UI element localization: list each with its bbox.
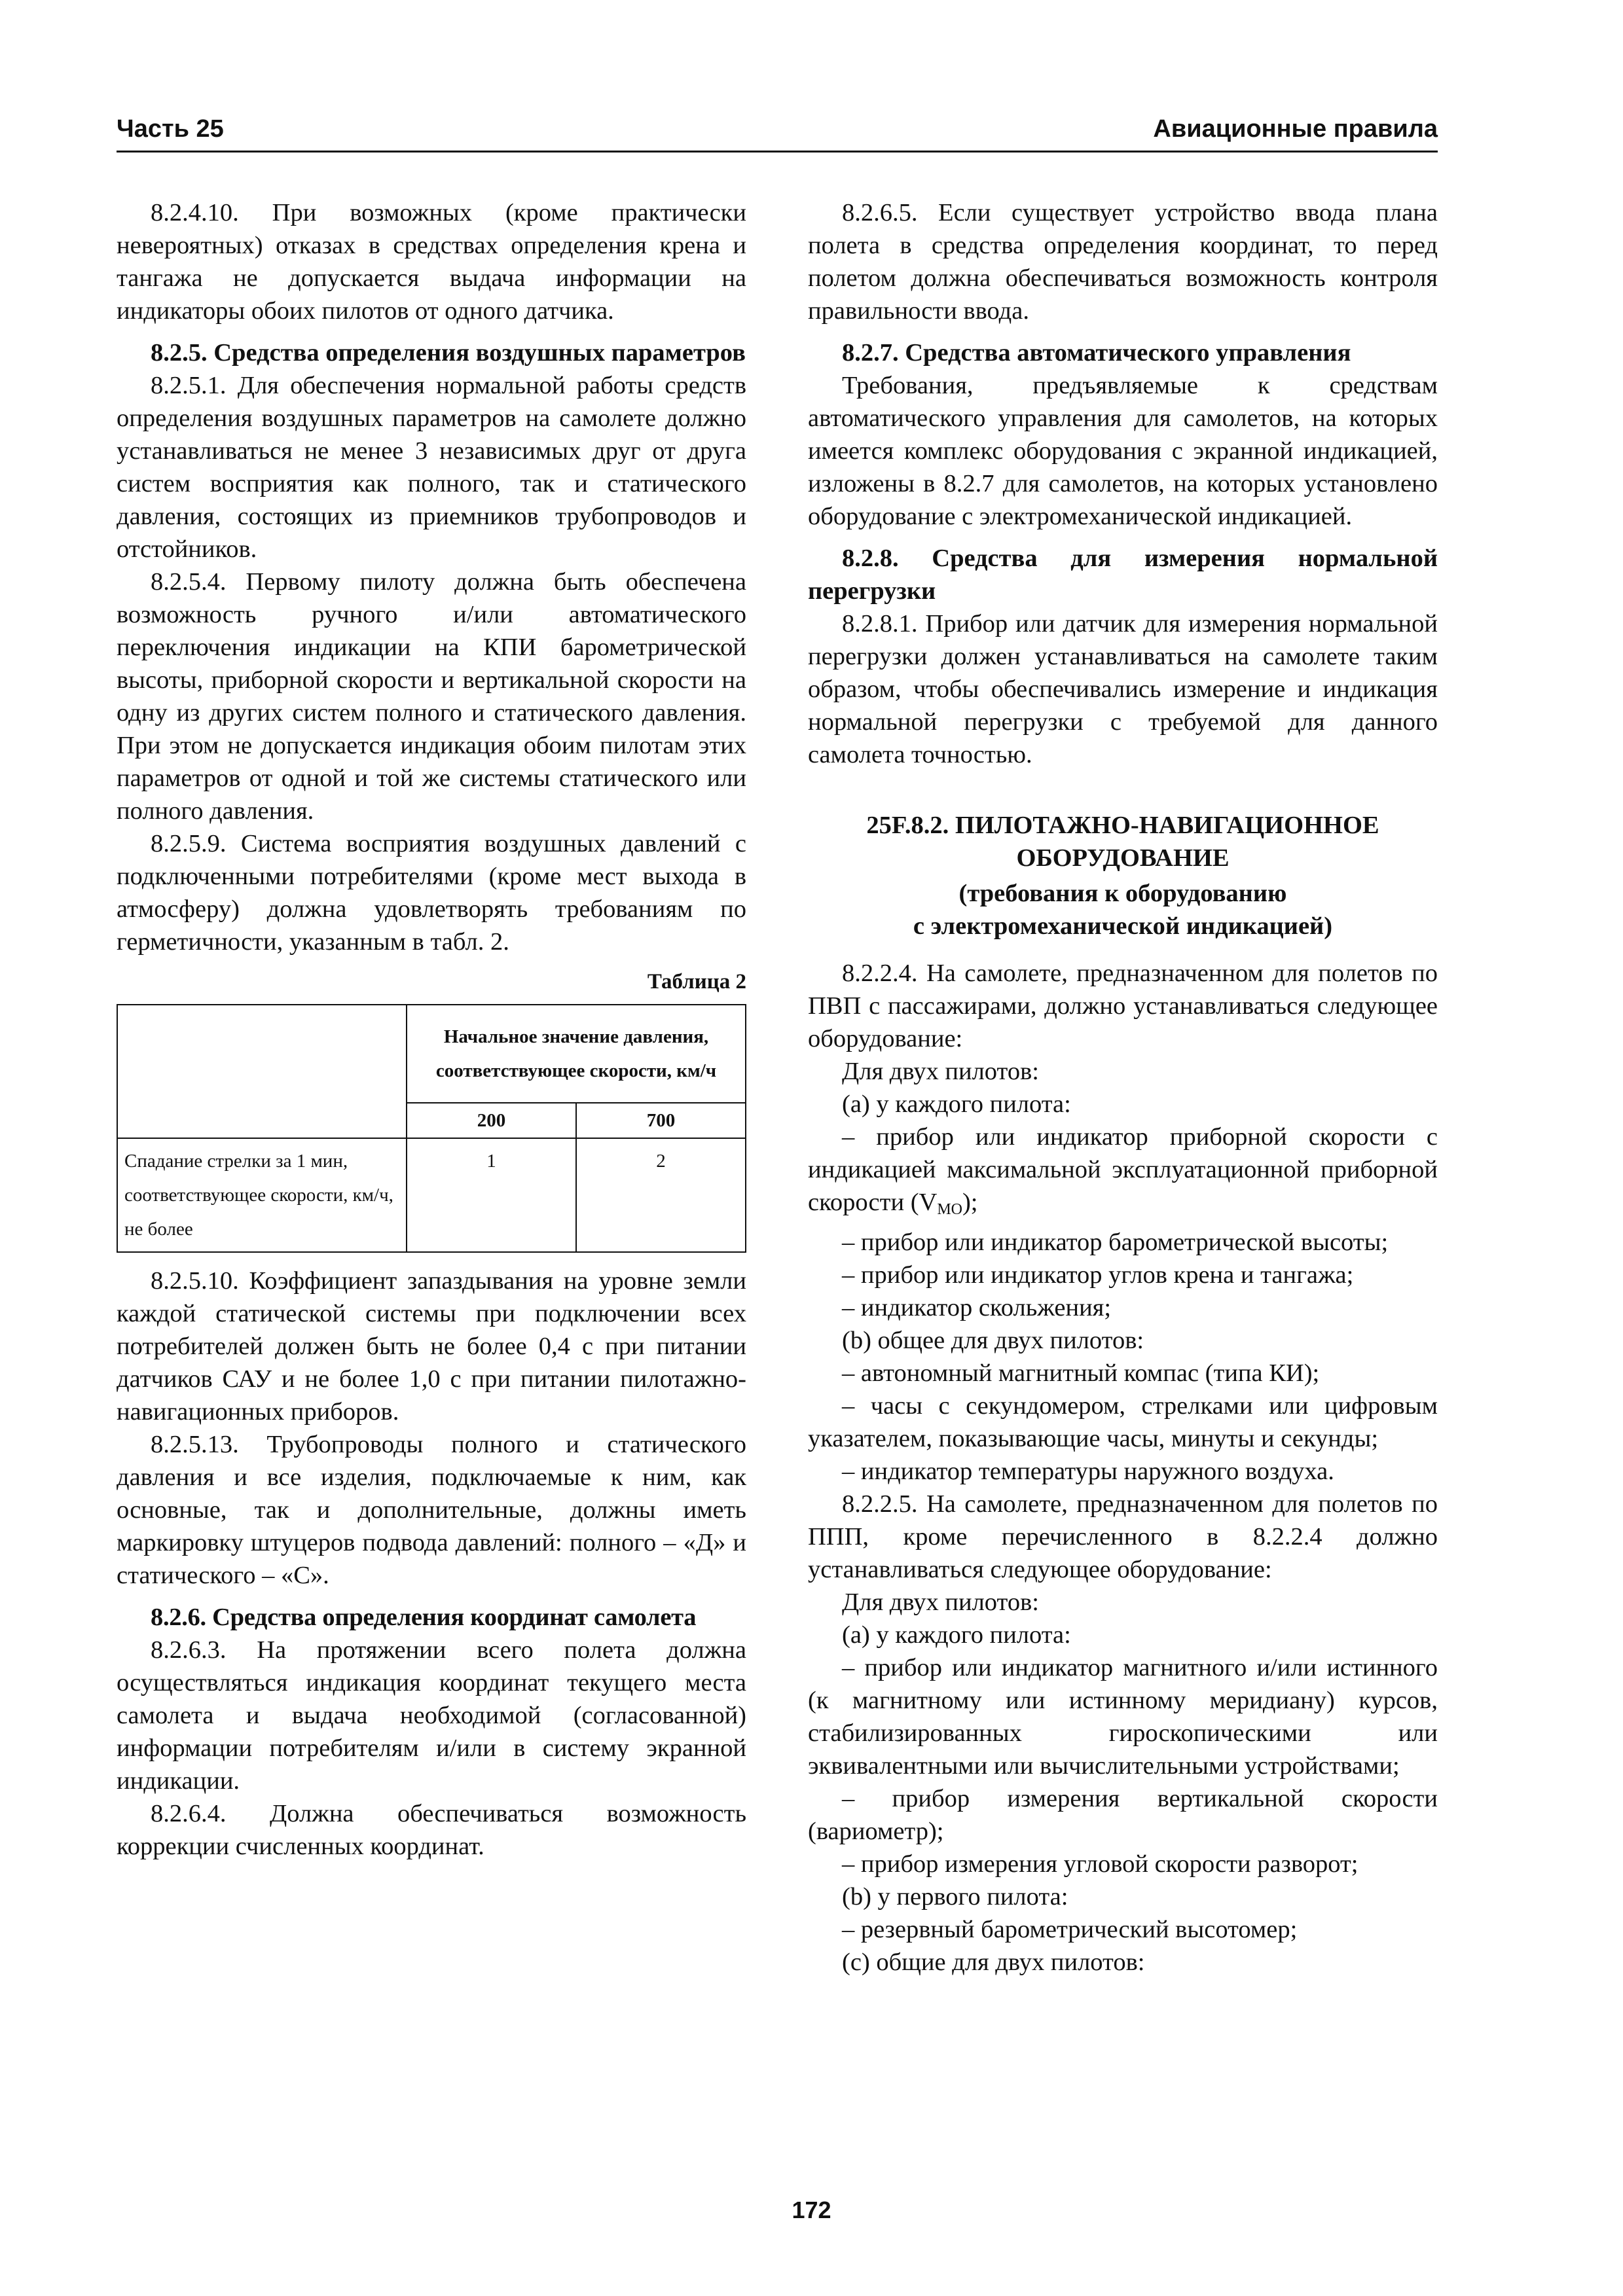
heading-8-2-8: 8.2.8. Средства для измерения нормальной перегрузки <box>808 545 1438 605</box>
speed-text-end: ); <box>962 1189 978 1216</box>
section-title-line2: ОБОРУДОВАНИЕ <box>1016 844 1230 872</box>
list-item-baro: – прибор или индикатор барометрической высоты; <box>842 1229 1389 1256</box>
list-two-pilots-b: Для двух пилотов: <box>842 1588 1039 1616</box>
section-subtitle-line1: (требования к оборудованию <box>958 880 1287 907</box>
header-title: Авиационные правила <box>1153 115 1438 143</box>
page-header <box>117 110 1438 152</box>
header-part: Часть 25 <box>117 115 224 143</box>
table-empty-corner <box>117 1005 407 1138</box>
paragraph-8-2-5-9: 8.2.5.9. Система восприятия воздушных давлений с подключенными потребителями (кроме мест выхода в атмосферу) должна удовлетворять требованиям по герметичности, указанным в табл. 2. <box>117 830 746 956</box>
table-col-200: 200 <box>407 1103 576 1138</box>
paragraph-8-2-6-3: 8.2.6.3. На протяжении всего полета должна осуществляться индикация координат текущего места самолета и выдача необходимой (согласованной) информации потребителям и/или в систему экранной индикации. <box>117 1636 746 1795</box>
list-item-slip: – индикатор скольжения; <box>842 1294 1112 1321</box>
heading-8-2-5: 8.2.5. Средства определения воздушных параметров <box>151 339 746 367</box>
list-each-pilot-b: (а) у каждого пилота: <box>842 1621 1071 1649</box>
list-item-altimeter: – резервный барометрический высотомер; <box>842 1916 1298 1943</box>
heading-8-2-7: 8.2.7. Средства автоматического управления <box>842 339 1351 367</box>
left-column <box>117 196 746 1863</box>
list-two-pilots-a: Для двух пилотов: <box>842 1058 1039 1085</box>
paragraph-8-2-5-4: 8.2.5.4. Первому пилоту должна быть обеспечена возможность ручного и/или автоматического переключения индикации на КПИ барометрической высоты, приборной скорости и вертикальной скорости на одну из других систем полного и статического давления. При этом не допускается индикация обоим пилотам этих параметров от одной и той же системы статического или полного давления. <box>117 568 746 825</box>
paragraph-8-2-2-5: 8.2.2.5. На самолете, предназначенном для полетов по ППП, кроме перечисленного в 8.2.2.4 должно устанавливаться следующее оборудование: <box>808 1490 1438 1583</box>
paragraph-8-2-7: Требования, предъявляемые к средствам автоматического управления для самолетов, на которых имеется комплекс оборудования с экранной индикацией, изложены в 8.2.7 для самолетов, на которых установлено оборудование с электромеханической индикацией. <box>808 372 1438 530</box>
table-row-label: Спадание стрелки за 1 мин, соответствующее скорости, км/ч, не более <box>117 1138 407 1252</box>
table-value-200: 1 <box>407 1138 576 1252</box>
list-item-vario: – прибор измерения вертикальной скорости (вариометр); <box>808 1785 1438 1845</box>
table-header: Начальное значение давления, соответствующее скорости, км/ч <box>407 1005 746 1103</box>
table-col-700: 700 <box>576 1103 746 1138</box>
list-item-temp: – индикатор температуры наружного воздуха. <box>842 1458 1334 1485</box>
speed-text: – прибор или индикатор приборной скорости с индикацией максимальной эксплуатационной приборной скорости (V <box>808 1123 1438 1216</box>
list-item-turn: – прибор измерения угловой скорости разворот; <box>842 1850 1359 1878</box>
page-number: 172 <box>792 2197 831 2223</box>
section-title-line1: 25F.8.2. ПИЛОТАЖНО-НАВИГАЦИОННОЕ <box>866 812 1379 839</box>
paragraph-8-2-6-4: 8.2.6.4. Должна обеспечиваться возможность коррекции счисленных координат. <box>117 1800 746 1860</box>
list-common-b: (b) общее для двух пилотов: <box>842 1327 1144 1354</box>
pressure-table <box>117 1004 746 1253</box>
table-caption: Таблица 2 <box>647 970 746 994</box>
list-item-clock: – часы с секундомером, стрелками или цифровым указателем, показывающие часы, минуты и секунды; <box>808 1392 1438 1452</box>
list-each-pilot-a: (а) у каждого пилота: <box>842 1090 1071 1118</box>
list-item-compass: – автономный магнитный компас (типа КИ); <box>842 1359 1320 1387</box>
list-item-heading: – прибор или индикатор магнитного и/или истинного (к магнитному или истинному меридиану) курсов, стабилизированных гироскопическими или эквивалентными или вычислительными устройствами; <box>808 1654 1438 1780</box>
list-item-speed <box>808 1121 1438 1226</box>
speed-subscript: MO <box>937 1201 962 1218</box>
paragraph-8-2-5-13: 8.2.5.13. Трубопроводы полного и статического давления и все изделия, подключаемые к ним, как основные, так и дополнительные, должны иметь маркировку штуцеров подвода давлений: полного – «Д» и статического – «С». <box>117 1431 746 1589</box>
paragraph-8-2-6-5: 8.2.6.5. Если существует устройство ввода плана полета в средства определения координат, то перед полетом должна обеспечиваться возможность контроля правильности ввода. <box>808 199 1438 325</box>
right-column <box>808 196 1438 1979</box>
paragraph-8-2-5-10: 8.2.5.10. Коэффициент запаздывания на уровне земли каждой статической системы при подключении всех потребителей должен быть не более 0,4 с при питании датчиков САУ и не более 1,0 с при питании пилотажно-навигационных приборов. <box>117 1267 746 1426</box>
paragraph-8-2-5-1: 8.2.5.1. Для обеспечения нормальной работы средств определения воздушных параметров на самолете должно устанавливаться не менее 3 независимых друг от друга систем восприятия как полного, так и статического давления, состоящих из приемников трубопроводов и отстойников. <box>117 372 746 563</box>
table-value-700: 2 <box>576 1138 746 1252</box>
section-subtitle-line2: с электромеханической индикацией) <box>913 912 1333 940</box>
list-first-pilot: (b) у первого пилота: <box>842 1883 1068 1910</box>
paragraph-8-2-8-1: 8.2.8.1. Прибор или датчик для измерения нормальной перегрузки должен устанавливаться на самолете таким образом, чтобы обеспечивались измерение и индикация нормальной перегрузки с требуемой для данного самолета точностью. <box>808 610 1438 768</box>
paragraph-8-2-4-10: 8.2.4.10. При возможных (кроме практически невероятных) отказах в средствах определения крена и тангажа не допускается выдача информации на индикаторы обоих пилотов от одного датчика. <box>117 199 746 325</box>
heading-8-2-6: 8.2.6. Средства определения координат самолета <box>151 1604 697 1631</box>
list-common-c: (с) общие для двух пилотов: <box>842 1948 1145 1976</box>
list-item-roll: – прибор или индикатор углов крена и тангажа; <box>842 1261 1354 1289</box>
paragraph-8-2-2-4: 8.2.2.4. На самолете, предназначенном для полетов по ПВП с пассажирами, должно устанавливаться следующее оборудование: <box>808 960 1438 1052</box>
